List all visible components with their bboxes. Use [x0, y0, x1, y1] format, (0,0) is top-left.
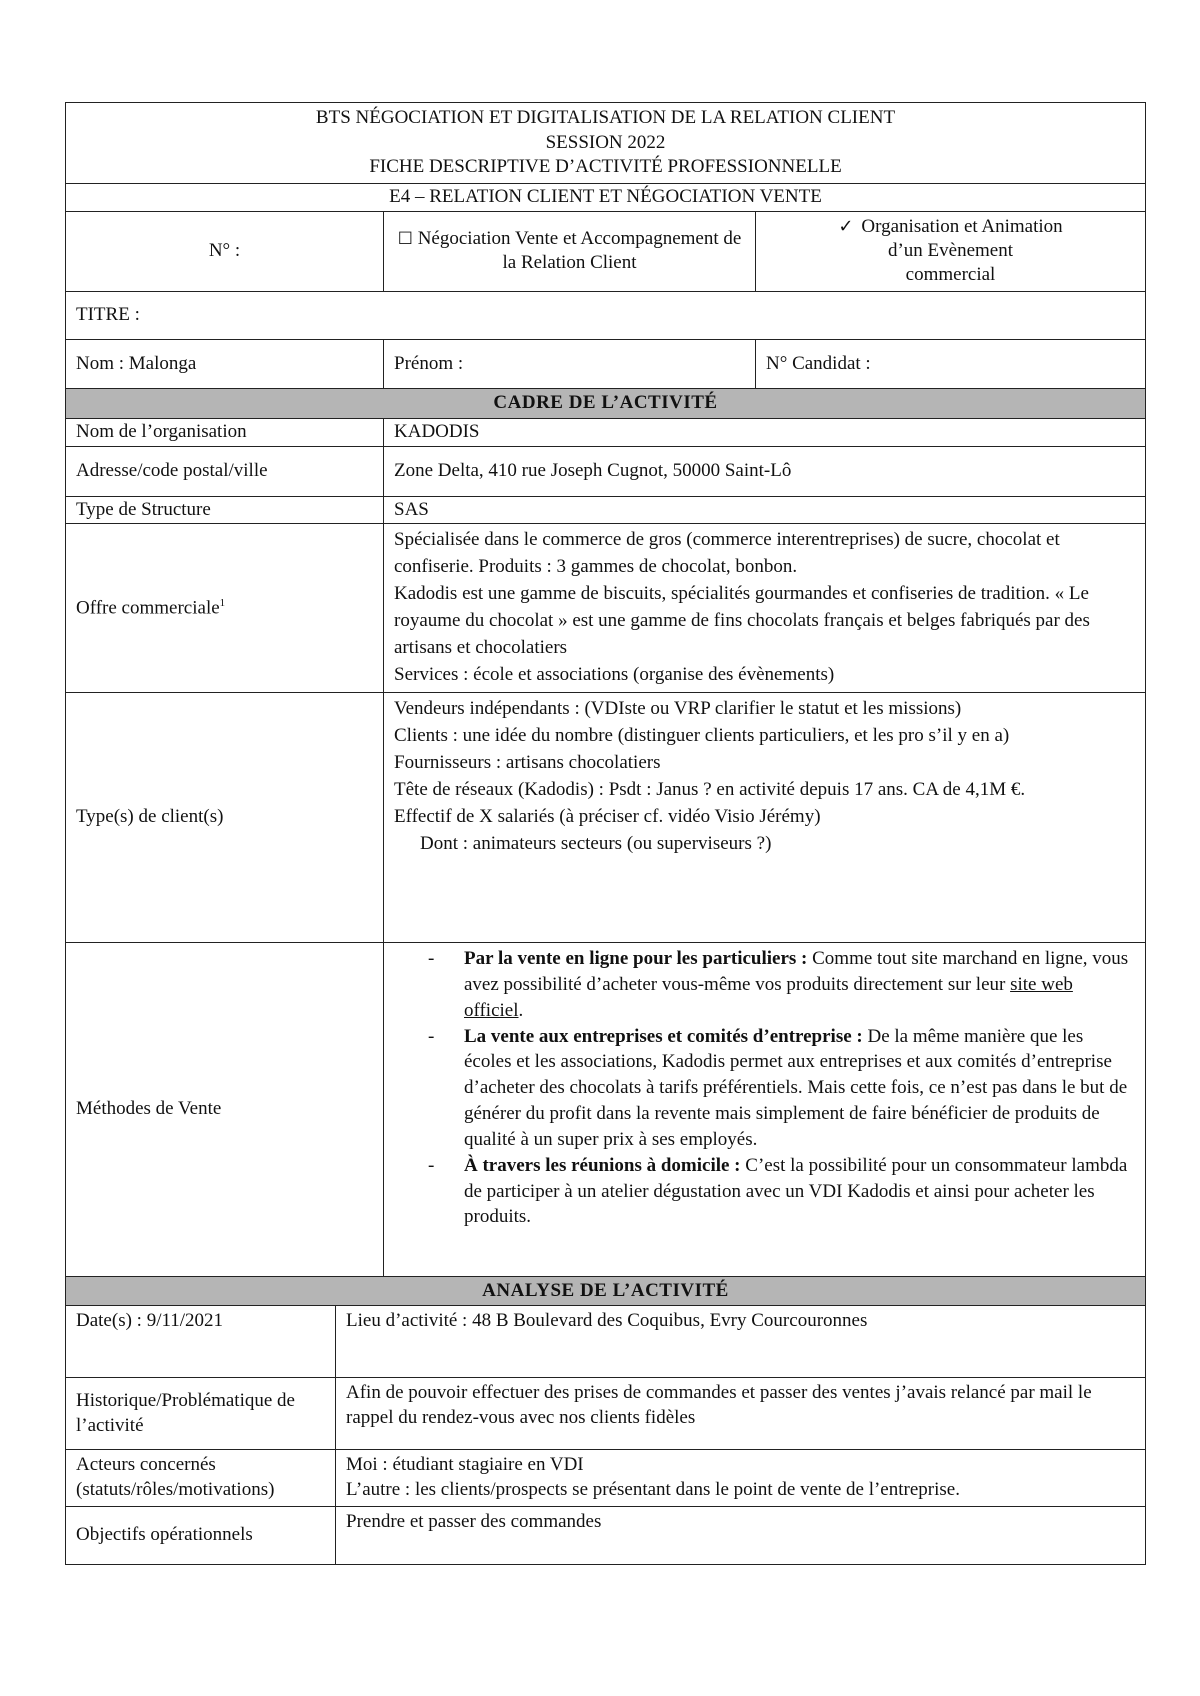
methode-1-text: Comme tout site marchand en ligne, vous avez possibilité d’acheter vous-même vos produits directement sur leur: [464, 948, 1129, 995]
candidat-field: N° Candidat :: [756, 339, 1146, 389]
clients-line-4: Tête de réseaux (Kadodis) : Psdt : Janus ? en activité depuis 17 ans. CA de 4,1M €.: [394, 778, 1026, 800]
header-line-1: BTS NÉGOCIATION ET DIGITALISATION DE LA RELATION CLIENT: [315, 107, 896, 128]
org-value: KADODIS: [384, 418, 1146, 446]
adresse-label: Adresse/code postal/ville: [66, 446, 384, 496]
clients-line-1: Vendeurs indépendants : (VDIste ou VRP clarifier le statut et les missions): [394, 698, 962, 720]
epreuve-title: E4 – RELATION CLIENT ET NÉGOCIATION VENTE: [66, 184, 1146, 212]
methode-1-end: .: [518, 999, 524, 1021]
structure-value: SAS: [384, 496, 1146, 524]
option-evenement-line-2: d’un Evènement: [887, 240, 1014, 262]
offre-value: [384, 524, 1146, 693]
date-field: Date(s) : 9/11/2021: [66, 1306, 336, 1378]
checkmark-icon[interactable]: ✓: [838, 215, 854, 237]
org-label: Nom de l’organisation: [66, 418, 384, 446]
clients-value: [384, 693, 1146, 943]
option-evenement[interactable]: [756, 211, 1146, 291]
activity-sheet: [65, 102, 1145, 1565]
numero-label: N° :: [66, 211, 384, 291]
offre-label: [66, 524, 384, 693]
analyse-section-title: ANALYSE DE L’ACTIVITÉ: [66, 1276, 1146, 1306]
header-title-block: [66, 103, 1146, 184]
structure-label: Type de Structure: [66, 496, 384, 524]
prenom-field: Prénom :: [384, 339, 756, 389]
list-item: [464, 1024, 1135, 1153]
methode-1-title: Par la vente en ligne pour les particuliers :: [464, 948, 808, 970]
clients-label: Type(s) de client(s): [66, 693, 384, 943]
methodes-value: [384, 943, 1146, 1277]
historique-label: Historique/Problématique de l’activité: [66, 1378, 336, 1450]
historique-value: Afin de pouvoir effectuer des prises de commandes et passer des ventes j’avais relancé par mail le rappel du rendez-vous avec nos clients fidèles: [336, 1378, 1146, 1450]
methode-3-text: C’est la possibilité pour un consommateur lambda de participer à un atelier dégustation avec un VDI Kadodis et ainsi pour acheter les produits.: [464, 1154, 1128, 1228]
objectifs-label: Objectifs opérationnels: [66, 1506, 336, 1564]
offre-paragraph-1: Spécialisée dans le commerce de gros (commerce interentreprises) de sucre, chocolat et confiserie. Produits : 3 gammes de chocolat, bonbon.: [394, 529, 1060, 578]
list-item: [464, 946, 1135, 1023]
option-evenement-line-3: commercial: [905, 264, 996, 286]
titre-field: TITRE :: [66, 291, 1146, 339]
methodes-list: [394, 946, 1135, 1230]
footnote-ref: 1: [219, 596, 226, 609]
option-evenement-line-1: Organisation et Animation: [861, 215, 1063, 237]
list-item: [464, 1153, 1135, 1230]
lieu-field: Lieu d’activité : 48 B Boulevard des Coquibus, Evry Courcouronnes: [336, 1306, 1146, 1378]
acteurs-value: [336, 1450, 1146, 1506]
offre-paragraph-2: Kadodis est une gamme de biscuits, spécialités gourmandes et confiseries de tradition. « Le royaume du chocolat » est une gamme de fins chocolats français et belges fabriqués par des artisans et chocolatiers: [394, 583, 1090, 659]
methode-2-text: De la même manière que les écoles et les associations, Kadodis permet aux entreprises et aux comités d’entreprise d’acheter des chocolats à tarifs préférentiels. Mais cette fois, ce n’est pas dans le but de générer du profit dans la revente mais simplement de faire bénéficier de produits de qualité à un super prix à ses employés.: [464, 1025, 1128, 1150]
checkbox-empty-icon[interactable]: ☐: [397, 228, 413, 249]
site-web-link[interactable]: site web officiel: [464, 973, 1073, 1021]
objectifs-value: Prendre et passer des commandes: [336, 1506, 1146, 1564]
clients-line-3: Fournisseurs : artisans chocolatiers: [394, 752, 661, 773]
cadre-table: [65, 388, 1146, 1277]
header-line-3: FICHE DESCRIPTIVE D’ACTIVITÉ PROFESSIONNELLE: [369, 156, 842, 178]
header-table: [65, 102, 1146, 390]
header-line-2: SESSION 2022: [545, 131, 666, 153]
acteurs-line-1: Moi : étudiant stagiaire en VDI: [346, 1454, 584, 1476]
cadre-section-title: CADRE DE L’ACTIVITÉ: [66, 389, 1146, 419]
acteurs-label: Acteurs concernés (statuts/rôles/motivations): [66, 1450, 336, 1506]
option-negociation-label: Négociation Vente et Accompagnement de la Relation Client: [417, 227, 742, 274]
option-negociation[interactable]: [384, 211, 756, 291]
offre-label-text: Offre commerciale: [76, 596, 220, 618]
nom-field: Nom : Malonga: [66, 339, 384, 389]
analyse-table: [65, 1276, 1146, 1565]
offre-paragraph-3: Services : école et associations (organise des évènements): [394, 664, 835, 686]
clients-line-5: Effectif de X salariés (à préciser cf. vidéo Visio Jérémy): [394, 805, 821, 827]
clients-line-6: Dont : animateurs secteurs (ou superviseurs ?): [420, 832, 772, 854]
clients-line-2: Clients : une idée du nombre (distinguer clients particuliers, et les pro s’il y en a): [394, 725, 1010, 747]
adresse-value: Zone Delta, 410 rue Joseph Cugnot, 50000 Saint-Lô: [384, 446, 1146, 496]
methodes-label: Méthodes de Vente: [66, 943, 384, 1277]
methode-3-title: À travers les réunions à domicile :: [464, 1154, 741, 1176]
methode-2-title: La vente aux entreprises et comités d’entreprise :: [464, 1025, 863, 1047]
acteurs-line-2: L’autre : les clients/prospects se présentant dans le point de vente de l’entreprise.: [346, 1478, 960, 1500]
